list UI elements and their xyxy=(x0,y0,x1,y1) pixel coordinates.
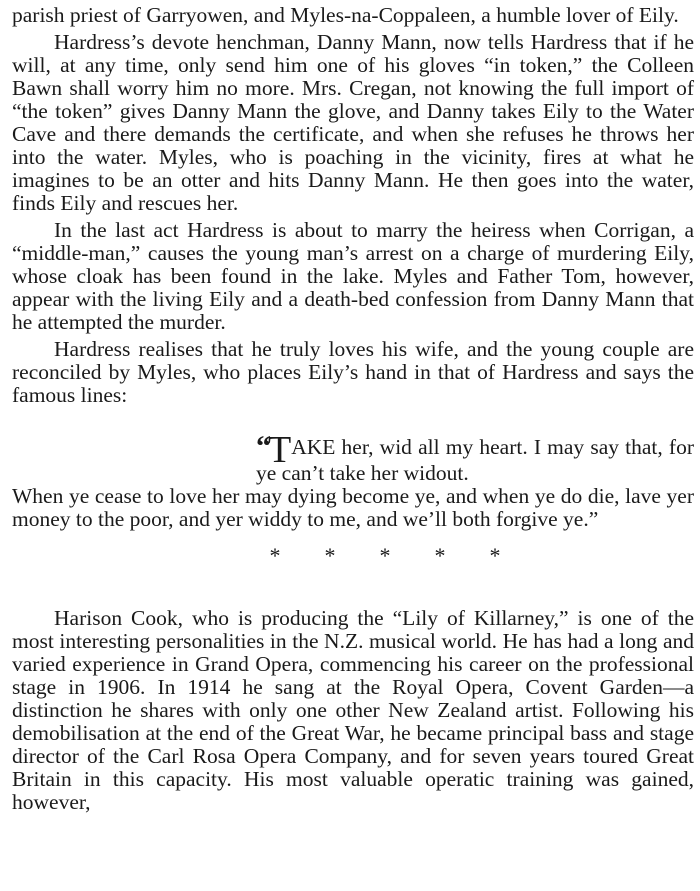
divider-asterisk: * xyxy=(324,543,336,568)
divider-asterisk: * xyxy=(269,543,281,568)
divider-asterisk: * xyxy=(379,543,391,568)
paragraph-2: Hardress’s devote henchman, Danny Mann, now tells Hardress that if he will, at any time, only send him one of his gloves “in token,” the Colleen Bawn shall worry him no more. Mrs. Cregan, not knowing the full import of “the token” gives Danny Mann the glove, and Danny takes Eily to the Water Cave and there demands the certificate, and when she refuses he throws her into the water. Myles, who is poaching in the vicinity, fires at what he imagines to be an otter and hits Danny Mann. He then goes into the water, finds Eily and rescues her. xyxy=(12,30,694,215)
divider-asterisk: * xyxy=(489,543,501,568)
paragraph-5: Harison Cook, who is producing the “Lily of Killarney,” is one of the most interesting personalities in the N.Z. musical world. He has had a long and varied experience in Grand Opera, commencing his career on the professional stage in 1906. In 1914 he sang at the Royal Opera, Covent Garden—a distinction he shares with only one other New Zealand artist. Following his demobilisation at the end of the Great War, he became principal bass and stage director of the Carl Rosa Opera Company, and for seven years toured Great Britain in this capacity. His most valuable operatic training was gained, however, xyxy=(12,606,694,814)
paragraph-4: Hardress realises that he truly loves his wife, and the young couple are reconciled by Myles, who places Eily’s hand in that of Hardress and says the famous lines: xyxy=(12,337,694,407)
divider-asterisk: * xyxy=(434,543,446,568)
quotation-first-text: AKE her, wid all my heart. I may say that, for ye can’t take her widout. xyxy=(256,435,694,485)
quotation-first-line xyxy=(12,429,694,485)
quotation-dropcap: T xyxy=(268,429,292,471)
quotation-rest: When ye cease to love her may dying become ye, and when ye do die, lave yer money to the poor, and yer widdy to me, and we’ll both forgive ye.” xyxy=(12,484,694,531)
section-divider xyxy=(12,543,694,569)
quotation-open-mark: “ xyxy=(256,430,268,463)
quotation-block xyxy=(12,429,694,531)
paragraph-1: parish priest of Garryowen, and Myles-na-Coppaleen, a humble lover of Eily. xyxy=(12,3,679,27)
paragraph-3: In the last act Hardress is about to marry the heiress when Corrigan, a “middle-man,” causes the young man’s arrest on a charge of murdering Eily, whose cloak has been found in the lake. Myles and Father Tom, however, appear with the living Eily and a death-bed confession from Danny Mann that he attempted the murder. xyxy=(12,218,694,334)
